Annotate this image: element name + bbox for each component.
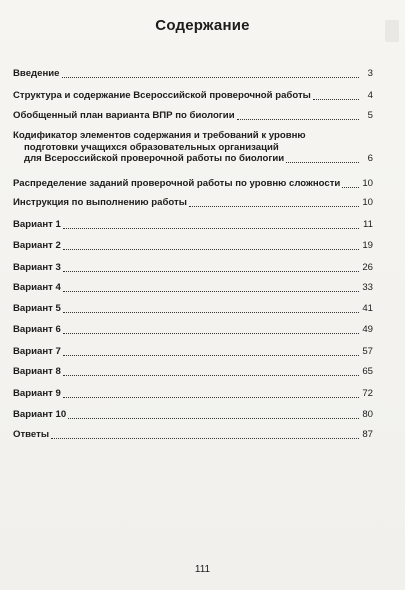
dot-leader bbox=[63, 227, 359, 229]
toc-entry-plan[interactable] bbox=[13, 110, 373, 122]
toc-entry-variant-4[interactable] bbox=[13, 282, 373, 294]
toc-entry-label: Ответы bbox=[13, 429, 50, 440]
dot-leader bbox=[68, 417, 359, 419]
dot-leader bbox=[63, 248, 359, 250]
toc-entry-variant-5[interactable] bbox=[13, 303, 373, 315]
toc-entry-page: 72 bbox=[362, 388, 373, 399]
toc-entry-label: Введение bbox=[13, 68, 60, 79]
toc-entry-variant-3[interactable] bbox=[13, 262, 373, 274]
toc-entry-label: Вариант 7 bbox=[13, 346, 61, 357]
toc-entry-answers[interactable] bbox=[13, 429, 373, 441]
page-title: Содержание bbox=[155, 17, 250, 34]
toc-entry-label: Вариант 9 bbox=[13, 388, 61, 399]
dot-leader bbox=[286, 161, 359, 163]
toc-entry-codifier[interactable] bbox=[13, 130, 373, 165]
toc-entry-label: Вариант 8 bbox=[13, 366, 61, 377]
toc-entry-label: Распределение заданий проверочной работы по уровню сложности bbox=[13, 178, 341, 189]
toc-entry-label: Вариант 1 bbox=[13, 219, 61, 230]
toc-entry-page: 33 bbox=[362, 282, 373, 293]
toc-entry-variant-8[interactable] bbox=[13, 366, 373, 378]
toc-entry-label-line: Кодификатор элементов содержания и требований к уровню bbox=[13, 130, 306, 141]
toc-entry-variant-6[interactable] bbox=[13, 324, 373, 336]
toc-entry-page: 80 bbox=[362, 409, 373, 420]
toc-entry-label: Вариант 4 bbox=[13, 282, 61, 293]
toc-entry-page: 41 bbox=[362, 303, 373, 314]
dot-leader bbox=[63, 354, 359, 356]
toc-entry-label-line: для Всероссийской проверочной работы по биологии bbox=[24, 153, 285, 164]
dot-leader bbox=[63, 396, 359, 398]
toc-entry-page: 49 bbox=[362, 324, 373, 335]
toc-entry-page: 65 bbox=[362, 366, 373, 377]
toc-entry-page: 26 bbox=[362, 262, 373, 273]
toc-entry-label: Структура и содержание Всероссийской проверочной работы bbox=[13, 90, 311, 101]
toc-entry-label: Вариант 10 bbox=[13, 409, 67, 420]
dot-leader bbox=[63, 332, 359, 334]
toc-entry-variant-2[interactable] bbox=[13, 240, 373, 252]
toc-entry-label: Инструкция по выполнению работы bbox=[13, 197, 187, 208]
toc-entry-page: 57 bbox=[362, 346, 373, 357]
page-number: 111 bbox=[194, 564, 211, 575]
toc-entry-structure[interactable] bbox=[13, 90, 373, 102]
toc-entry-page: 19 bbox=[362, 240, 373, 251]
toc-entry-distribution[interactable] bbox=[13, 178, 373, 190]
dot-leader bbox=[51, 437, 359, 439]
toc-entry-variant-1[interactable] bbox=[13, 219, 373, 231]
toc-entry-page: 4 bbox=[367, 90, 373, 101]
toc-entry-label: Вариант 6 bbox=[13, 324, 61, 335]
toc-entry-variant-9[interactable] bbox=[13, 388, 373, 400]
dot-leader bbox=[62, 76, 360, 78]
toc-entry-page: 10 bbox=[362, 197, 373, 208]
toc-entry-label: Вариант 2 bbox=[13, 240, 61, 251]
dot-leader bbox=[63, 374, 359, 376]
toc-entry-page: 3 bbox=[367, 68, 373, 79]
dot-leader bbox=[63, 311, 359, 313]
dot-leader bbox=[342, 186, 359, 188]
toc-entry-introduction[interactable] bbox=[13, 68, 373, 80]
dot-leader bbox=[189, 205, 359, 207]
toc-entry-page: 6 bbox=[367, 153, 373, 164]
dot-leader bbox=[63, 270, 359, 272]
toc-entry-label: Обобщенный план варианта ВПР по биологии bbox=[13, 110, 235, 121]
dot-leader bbox=[237, 118, 359, 120]
toc-entry-page: 11 bbox=[363, 219, 373, 230]
toc-entry-page: 5 bbox=[367, 110, 373, 121]
toc-entry-label: Вариант 5 bbox=[13, 303, 61, 314]
toc-entry-page: 87 bbox=[362, 429, 373, 440]
toc-entry-variant-10[interactable] bbox=[13, 409, 373, 421]
toc-entry-instructions[interactable] bbox=[13, 197, 373, 209]
dot-leader bbox=[313, 98, 359, 100]
toc-entry-label-line: подготовки учащихся образовательных организаций bbox=[24, 141, 279, 153]
toc-entry-page: 10 bbox=[362, 178, 373, 189]
toc-entry-label: Вариант 3 bbox=[13, 262, 61, 273]
toc-entry-variant-7[interactable] bbox=[13, 346, 373, 358]
dot-leader bbox=[63, 290, 359, 292]
